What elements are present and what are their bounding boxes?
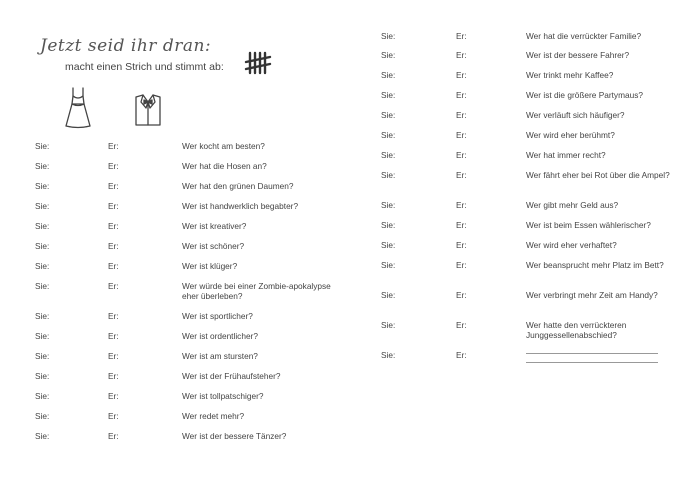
tuxedo-icon xyxy=(133,94,163,128)
er-label: Er: xyxy=(108,311,119,321)
question-text: Wer trinkt mehr Kaffee? xyxy=(526,70,614,80)
question-text: Wer hat immer recht? xyxy=(526,150,606,160)
question-row xyxy=(35,371,335,385)
question-row xyxy=(35,431,335,445)
sie-label: Sie: xyxy=(35,391,50,401)
question-text: Wer ist schöner? xyxy=(182,241,245,251)
question-row xyxy=(381,50,676,64)
sie-label: Sie: xyxy=(381,110,396,120)
question-text: Wer hatte den verrückteren Junggessellenabschied? xyxy=(526,320,627,340)
question-text: Wer gibt mehr Geld aus? xyxy=(526,200,619,210)
question-row xyxy=(35,411,335,425)
er-label: Er: xyxy=(108,331,119,341)
question-text: Wer hat die Hosen an? xyxy=(182,161,267,171)
er-label: Er: xyxy=(456,240,467,250)
er-label: Er: xyxy=(456,90,467,100)
er-label: Er: xyxy=(108,411,119,421)
er-label: Er: xyxy=(456,110,467,120)
question-row xyxy=(35,201,335,215)
sie-label: Sie: xyxy=(381,290,396,300)
question-row xyxy=(381,320,676,340)
question-text: Wer verläuft sich häufiger? xyxy=(526,110,625,120)
er-label: Er: xyxy=(456,130,467,140)
er-label: Er: xyxy=(108,371,119,381)
question-row xyxy=(35,261,335,275)
er-label: Er: xyxy=(456,70,467,80)
question-text: Wer kocht am besten? xyxy=(182,141,265,151)
question-text: Wer ist tollpatschiger? xyxy=(182,391,264,401)
er-label: Er: xyxy=(108,391,119,401)
sie-label: Sie: xyxy=(35,221,50,231)
question-text: Wer ist der Frühaufsteher? xyxy=(182,371,281,381)
question-text: Wer redet mehr? xyxy=(182,411,245,421)
sie-label: Sie: xyxy=(35,331,50,341)
script-title: Jetzt seid ihr dran: xyxy=(40,36,212,56)
question-text: Wer fährt eher bei Rot über die Ampel? xyxy=(526,170,670,180)
er-label: Er: xyxy=(108,431,119,441)
er-label: Er: xyxy=(108,181,119,191)
sie-label: Sie: xyxy=(381,260,396,270)
sie-label: Sie: xyxy=(381,50,396,60)
question-row xyxy=(381,150,676,164)
er-label: Er: xyxy=(456,170,467,180)
question-text: Wer wird eher berühmt? xyxy=(526,130,615,140)
question-row xyxy=(381,110,676,124)
question-row xyxy=(35,221,335,235)
er-label: Er: xyxy=(456,350,467,360)
sie-label: Sie: xyxy=(381,220,396,230)
sie-label: Sie: xyxy=(381,70,396,80)
question-row xyxy=(381,70,676,84)
sie-label: Sie: xyxy=(35,371,50,381)
sie-label: Sie: xyxy=(381,350,396,360)
er-label: Er: xyxy=(108,141,119,151)
question-row xyxy=(381,220,676,234)
sie-label: Sie: xyxy=(381,31,396,41)
question-row xyxy=(381,260,676,274)
er-label: Er: xyxy=(456,200,467,210)
question-text: Wer wird eher verhaftet? xyxy=(526,240,617,250)
sie-label: Sie: xyxy=(35,261,50,271)
question-row xyxy=(381,90,676,104)
sie-label: Sie: xyxy=(35,141,50,151)
question-row xyxy=(35,241,335,255)
subtitle: macht einen Strich und stimmt ab: xyxy=(65,61,224,73)
er-label: Er: xyxy=(456,31,467,41)
question-text: Wer hat den grünen Daumen? xyxy=(182,181,294,191)
er-label: Er: xyxy=(108,161,119,171)
question-row xyxy=(381,240,676,254)
sie-label: Sie: xyxy=(35,351,50,361)
er-label: Er: xyxy=(456,150,467,160)
question-text: Wer beansprucht mehr Platz im Bett? xyxy=(526,260,664,270)
question-row xyxy=(35,331,335,345)
er-label: Er: xyxy=(456,290,467,300)
sie-label: Sie: xyxy=(381,130,396,140)
er-label: Er: xyxy=(108,201,119,211)
question-row xyxy=(381,200,676,214)
question-text: Wer würde bei einer Zombie-apokalypse eher überleben? xyxy=(182,281,331,301)
er-label: Er: xyxy=(108,221,119,231)
question-row xyxy=(35,141,335,155)
question-text: Wer ist kreativer? xyxy=(182,221,247,231)
question-text: Wer ist der bessere Fahrer? xyxy=(526,50,630,60)
question-text: Wer ist klüger? xyxy=(182,261,238,271)
question-text: Wer ist ordentlicher? xyxy=(182,331,258,341)
question-text: Wer ist die größere Partymaus? xyxy=(526,90,643,100)
question-row xyxy=(381,290,676,304)
question-row xyxy=(35,351,335,365)
question-row xyxy=(35,311,335,325)
tally-marks-icon xyxy=(244,50,272,76)
question-row xyxy=(381,170,676,184)
sie-label: Sie: xyxy=(35,241,50,251)
question-text: Wer ist sportlicher? xyxy=(182,311,253,321)
write-in-line[interactable] xyxy=(526,353,658,354)
er-label: Er: xyxy=(456,220,467,230)
sie-label: Sie: xyxy=(35,201,50,211)
question-text: Wer ist beim Essen wählerischer? xyxy=(526,220,651,230)
er-label: Er: xyxy=(456,320,467,330)
question-row xyxy=(35,181,335,195)
er-label: Er: xyxy=(108,261,119,271)
sie-label: Sie: xyxy=(381,200,396,210)
write-in-line[interactable] xyxy=(526,362,658,363)
sie-label: Sie: xyxy=(381,240,396,250)
sie-label: Sie: xyxy=(35,181,50,191)
sie-label: Sie: xyxy=(381,150,396,160)
question-row xyxy=(35,391,335,405)
er-label: Er: xyxy=(456,260,467,270)
sie-label: Sie: xyxy=(35,411,50,421)
sie-label: Sie: xyxy=(35,161,50,171)
er-label: Er: xyxy=(108,241,119,251)
sie-label: Sie: xyxy=(381,320,396,330)
er-label: Er: xyxy=(108,281,119,291)
question-text: Wer hat die verrückter Familie? xyxy=(526,31,642,41)
wedding-dress-icon xyxy=(63,86,93,130)
question-row xyxy=(381,31,676,45)
question-text: Wer ist der bessere Tänzer? xyxy=(182,431,287,441)
question-row xyxy=(381,350,676,364)
er-label: Er: xyxy=(456,50,467,60)
question-text: Wer ist handwerklich begabter? xyxy=(182,201,299,211)
sie-label: Sie: xyxy=(381,90,396,100)
question-row xyxy=(35,281,335,301)
question-text: Wer ist am stursten? xyxy=(182,351,258,361)
question-row xyxy=(35,161,335,175)
sie-label: Sie: xyxy=(35,311,50,321)
sie-label: Sie: xyxy=(381,170,396,180)
question-row xyxy=(381,130,676,144)
sie-label: Sie: xyxy=(35,431,50,441)
sie-label: Sie: xyxy=(35,281,50,291)
er-label: Er: xyxy=(108,351,119,361)
question-text: Wer verbringt mehr Zeit am Handy? xyxy=(526,290,658,300)
